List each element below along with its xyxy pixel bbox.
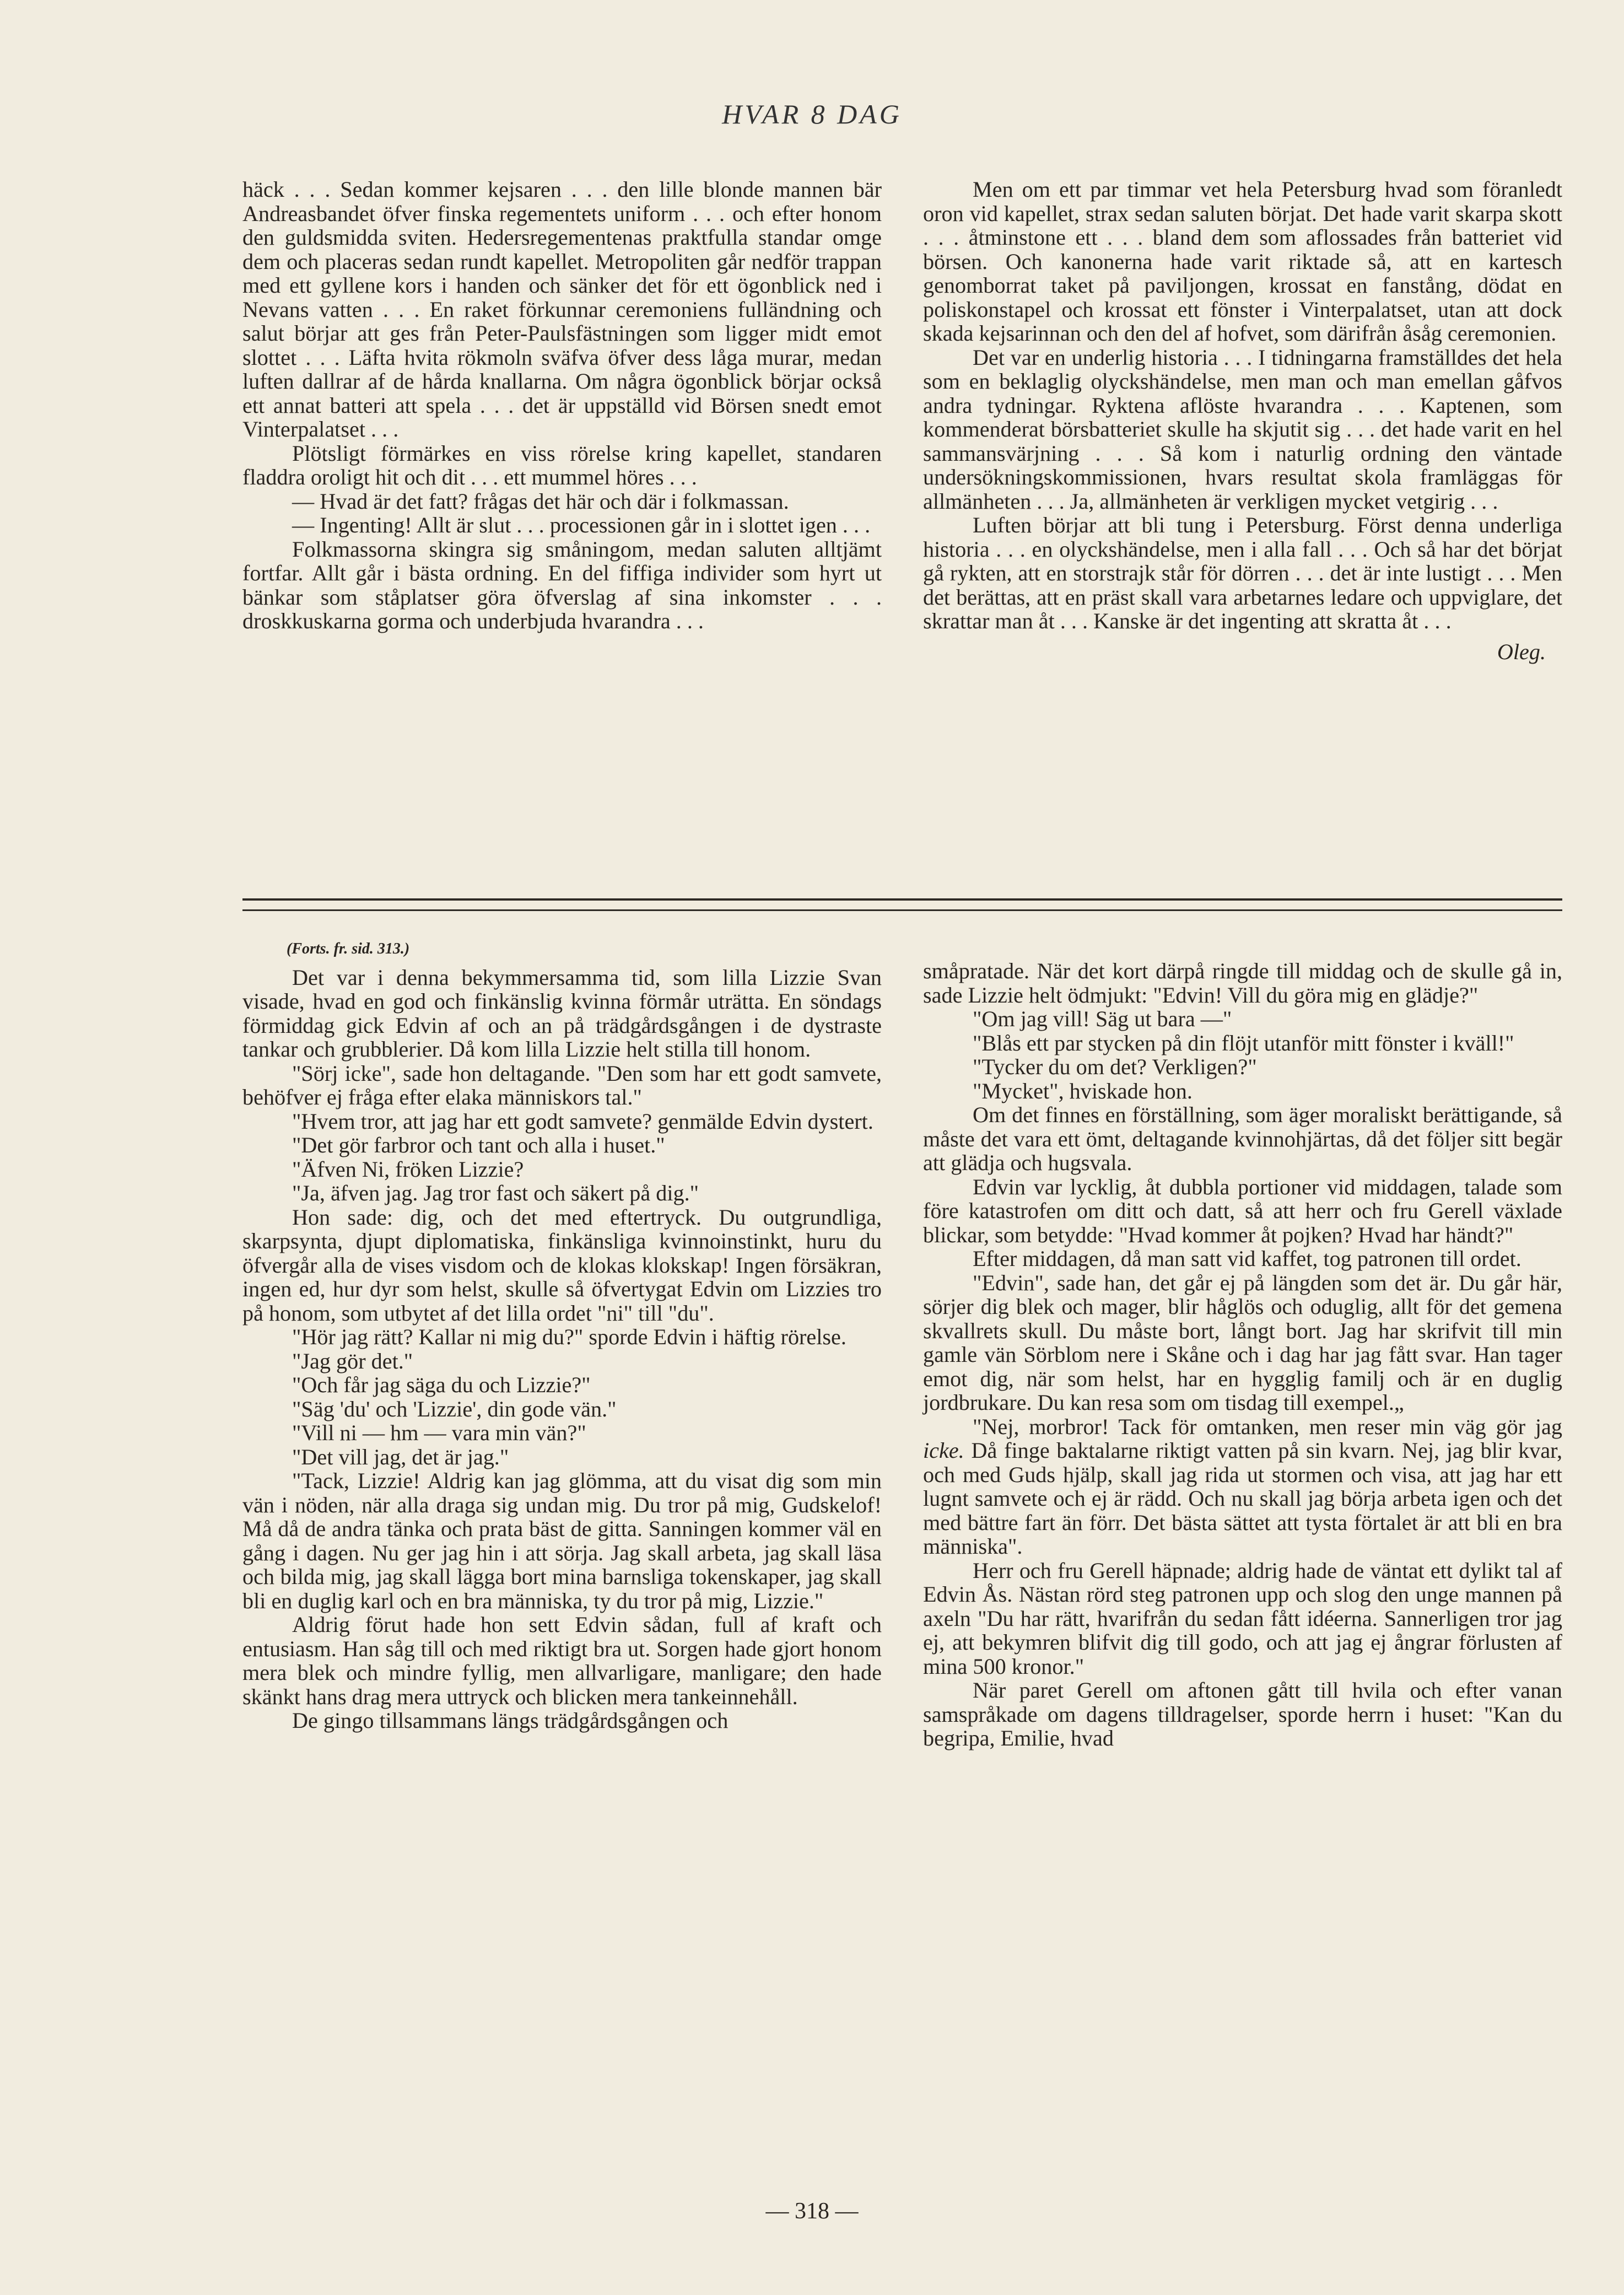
page-number: — 318 — [765,2199,859,2224]
paragraph: — Hvad är det fatt? frågas det här och där i folkmassan. [292,488,789,514]
section-divider [242,898,1562,901]
paragraph: "Blås ett par stycken på din flöjt utanför mitt fönster i kväll!" [973,1030,1514,1055]
paragraph: "Mycket", hviskade hon. [973,1078,1193,1103]
paragraph: Folkmassorna skingra sig småningom, medan saluten alltjämt fortfar. Allt går i bästa ordning. En del fiffiga individer som hyrt ut bänkar som ståplatser göra öfverslag af sina inkomster . . . droskkuskarna gorma och underbjuda hvarandra . . . [242,536,882,633]
upper-article-right-column [923,177,1562,664]
paragraph: "Det vill jag, det är jag." [292,1444,509,1469]
paragraph: Det var en underlig historia . . . I tidningarna framställdes det hela som en beklaglig olyckshändelse, men man och man emellan gåfvos andra tydningar. Ryktena aflöste hvarandra . . . Kaptenen, som kommenderat börsbatteriet skulle ha skjutit sig . . . det hade varit en hel sammansvärjning . . . Så kom i naturlig ordning den väntade undersökningskommissionen, hvars resultat skola framläggas för allmänheten . . . Ja, allmänheten är verkligen mycket vetgirig . . . [923,344,1562,514]
paragraph: Luften börjar att bli tung i Petersburg. Först denna underliga historia . . . en olyckshändelse, men i alla fall . . . Och så har det börjat gå rykten, att en storstrajk står för dörren . . . det är inte lustigt . . . Men det berättas, att en präst skall vara arbetarnes ledare och uppviglare, det skrattar man åt . . . Kanske är det ingenting att skratta åt . . . [923,513,1562,633]
lower-article-right-column [923,959,1562,1750]
emphasis: icke. [923,1438,964,1463]
paragraph: häck . . . Sedan kommer kejsaren . . . den lille blonde mannen bär Andreasbandet öfver finska regementets uniform . . . och efter honom den guldsmidda sviten. Hedersregementenas praktfulla standar omge dem och placeras sedan rundt kapellet. Metropoliten går nedför trappan med ett gyllene kors i handen och sänker det för ett ögonblick ned i Nevans vatten . . . En raket förkunnar ceremoniens fulländning och salut börjar att ges från Peter-Paulsfästningen som ligger midt emot slottet . . . Läfta hvita rökmoln sväfva öfver dess låga murar, medan luften dallrar af de hårda knallarna. Om några ögonblick börjar också ett annat batteri att spela . . . det är uppställd vid Börsen snedt emot Vinterpalatset . . . [242,177,882,441]
paragraph: Efter middagen, då man satt vid kaffet, tog patronen till ordet. [973,1246,1522,1271]
paragraph: "Tycker du om det? Verkligen?" [973,1054,1257,1079]
paragraph: "Jag gör det." [292,1348,413,1373]
paragraph: "Ja, äfven jag. Jag tror fast och säkert på dig." [292,1181,699,1205]
paragraph: När paret Gerell om aftonen gått till hvila och efter vanan samspråkade om dagens tilldragelser, sporde herrn i huset: "Kan du begripa, Emilie, hvad [923,1678,1562,1750]
lower-article-left-column [242,937,882,1733]
paragraph-text: Då finge baktalarne riktigt vatten på sin kvarn. Nej, jag blir kvar, och med Guds hjälp, skall jag rida ut stormen och visa, att jag har ett lugnt samvete och ej är rädd. Och nu skall jag börja arbeta igen och det med bättre fart än förr. Det bästa sättet att tysta förtalet är att bli en bra människa". [923,1438,1563,1559]
paragraph: "Tack, Lizzie! Aldrig kan jag glömma, att du visat dig som min vän i nöden, när alla draga sig undan mig. Du tror på mig, Gudskelof! Må då de andra tänka och prata bäst de gitta. Sanningen kommer väl en gång i dagen. Nu ger jag hin i att sörja. Jag skall arbeta, jag skall läsa och bilda mig, jag skall lägga bort mina barnsliga tokenskaper, jag skall bli en duglig karl och en bra människa, ty du tror på mig, Lizzie." [242,1468,882,1613]
section-divider [242,909,1562,911]
paragraph: Plötsligt förmärkes en viss rörelse kring kapellet, standaren fladdra oroligt hit och dit . . . ett mummel höres . . . [242,440,882,489]
paragraph: De gingo tillsammans längs trädgårdsgången och [292,1708,729,1733]
author-signature: Oleg. [1497,639,1546,664]
paragraph: Herr och fru Gerell häpnade; aldrig hade de väntat ett dylikt tal af Edvin Ås. Nästan rörd steg patronen upp och slog den unge mannen på axeln "Du har rätt, hvarifrån du sedan fått idéerna. Sannerligen tror jag ej, att bekymren blifvit dig till godo, och att jag ej ångrar förlusten af mina 500 kronor." [923,1558,1562,1679]
paragraph: "Hvem tror, att jag har ett godt samvete? genmälde Edvin dystert. [292,1108,873,1134]
paragraph: småpratade. När det kort därpå ringde till middag och de skulle gå in, sade Lizzie helt ödmjukt: "Edvin! Vill du göra mig en glädje?" [923,958,1562,1008]
paragraph: "Och får jag säga du och Lizzie?" [292,1372,591,1397]
continuation-note: (Forts. fr. sid. 313.) [287,940,410,957]
upper-article-left-column [242,177,882,633]
paragraph: Edvin var lycklig, åt dubbla portioner vid middagen, talade som före katastrofen om ditt och datt, så att herr och fru Gerell växlade blickar, som betydde: "Hvad kommer åt pojken? Hvad har händt?" [923,1174,1562,1247]
paragraph: "Säg 'du' och 'Lizzie', din gode vän." [292,1396,617,1421]
paragraph: — Ingenting! Allt är slut . . . processionen går in i slottet igen . . . [292,513,871,537]
paragraph: "Äfven Ni, fröken Lizzie? [292,1156,524,1182]
running-head: HVAR 8 DAG [722,99,902,130]
paragraph [923,1415,1562,1559]
paragraph: "Vill ni — hm — vara min vän?" [292,1420,586,1445]
paragraph: "Hör jag rätt? Kallar ni mig du?" sporde Edvin i häftig rörelse. [292,1324,846,1349]
paragraph: Det var i denna bekymmersamma tid, som lilla Lizzie Svan visade, hvad en god och finkänslig kvinna förmår uträtta. En söndags förmiddag gick Edvin af och an på trädgårdsgången i de dystraste tankar och grubblerier. Då kom lilla Lizzie helt stilla till honom. [242,965,882,1062]
paragraph: Hon sade: dig, och det med eftertryck. Du outgrundliga, skarpsynta, djupt diplomatiska, finkänsliga kvinnoinstinkt, huru du öfvergår alla de vises visdom och de klokas klokskap! Ingen försäkran, ingen ed, hur dyr som helst, skulle så öfvertygat Edvin om Lizzies tro på honom, som utbytet af det lilla ordet "ni" till "du". [242,1204,882,1326]
paragraph: "Om jag vill! Säg ut bara —" [973,1006,1232,1031]
paragraph: Men om ett par timmar vet hela Petersburg hvad som föranledt oron vid kapellet, strax sedan saluten börjat. Det hade varit skarpa skott . . . åtminstone ett . . . bland dem som aflossades från batteriet vid börsen. Och kanonerna hade varit riktade så, att en kartesch genomborrat taket på paviljongen, krossat en fanstång, dödat en poliskonstapel och krossat ett fönster i Vinterpalatset, utan att dock skada kejsarinnan och den del af hofvet, som därifrån åsåg ceremonien. [923,177,1562,346]
paragraph: "Det gör farbror och tant och alla i huset." [292,1133,665,1157]
paragraph: "Edvin", sade han, det går ej på längden som det är. Du går här, sörjer dig blek och mager, blir håglös och oduglig, allt för det gemena skvallrets skull. Du måste bort, långt bort. Jag har skrifvit till min gamle vän Sörblom nere i Skåne och i dag har jag fått svar. Han tager emot dig, när som helst, har en hygglig familj och är en duglig jordbrukare. Du kan resa som om tisdag till exempel.„ [923,1270,1562,1415]
paragraph: Om det finnes en förställning, som äger moraliskt berättigande, så måste det vara ett ömt, deltagande kvinnohjärtas, då det följer sitt begär att glädja och hugsvala. [923,1102,1562,1175]
paragraph: "Sörj icke", sade hon deltagande. "Den som har ett godt samvete, behöfver ej fråga efter elaka människors tal." [242,1060,882,1109]
paragraph: Aldrig förut hade hon sett Edvin sådan, full af kraft och entusiasm. Han såg till och med riktigt bra ut. Sorgen hade gjort honom mera blek och mindre fyllig, men allvarligare, manligare; den hade skänkt hans drag mera uttryck och blicken mera tankeinnehåll. [242,1612,882,1709]
paragraph-text: "Nej, morbror! Tack för omtanken, men reser min väg gör jag [973,1414,1562,1439]
